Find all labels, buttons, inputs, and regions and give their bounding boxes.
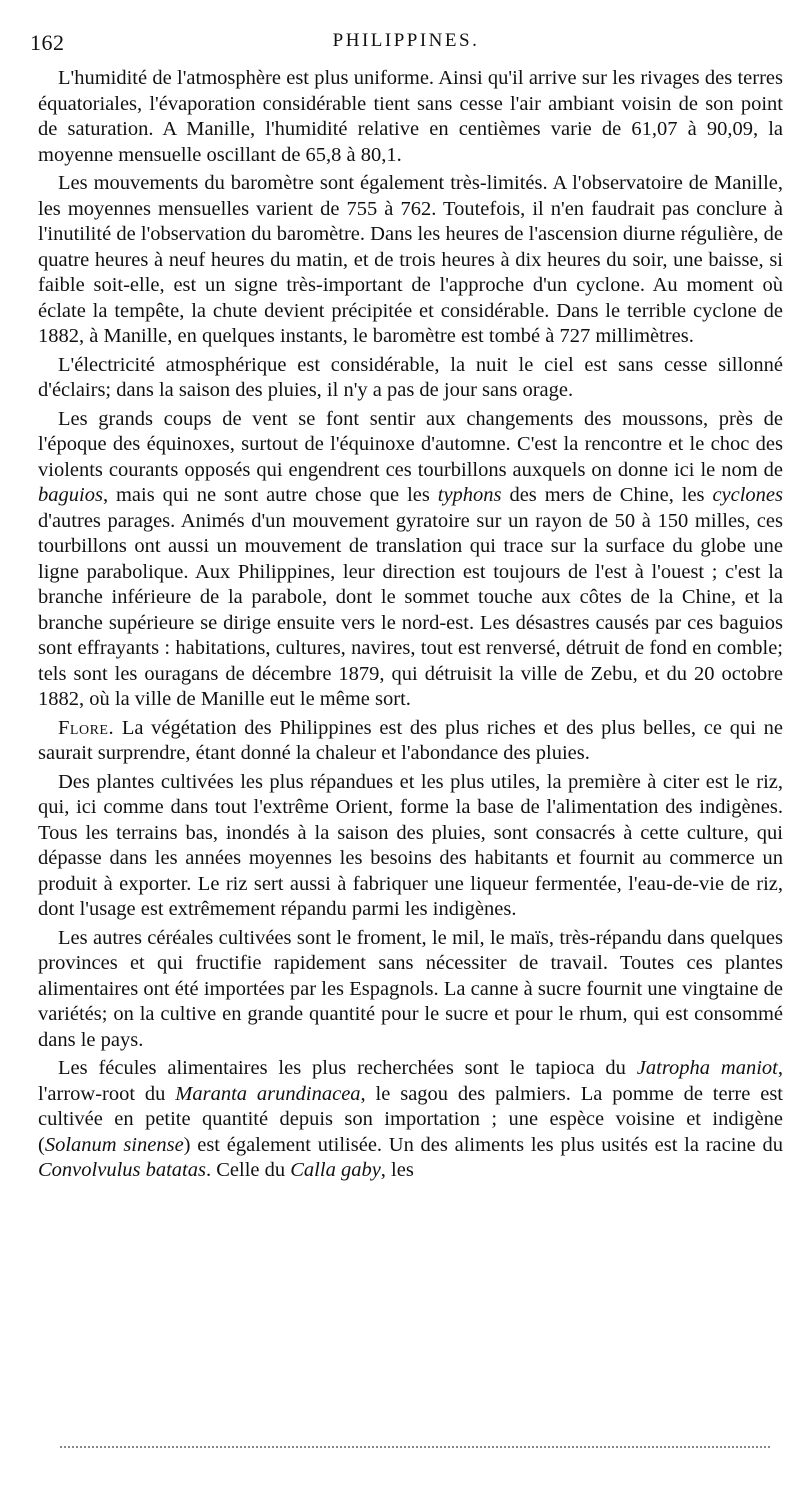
text-run: . Celle du — [205, 1159, 291, 1181]
paragraph-humidite: L'humidité de l'atmosphère est plus uniforme. Ainsi qu'il arrive sur les rivages des terres équatoriales, l'évaporation considérable tient sans cesse l'air ambiant voisin de son point de saturation. A Manille, l'humidité relative en centièmes varie de 61,07 à 90,09, la moyenne mensuelle oscillant de 65,8 à 80,1. — [38, 67, 783, 166]
text-run: La végétation des Philippines est des plus riches et des plus belles, ce qui ne saurait surprendre, étant donné la chaleur et l'abondance des pluies. — [38, 716, 783, 764]
paragraph-barometre: Les mouvements du baromètre sont également très-limités. A l'observatoire de Manille, les moyennes mensuelles varient de 755 à 762. Toutefois, il n'en faudrait pas conclure à l'inutilité de l'observation du baromètre. Dans les heures de l'ascension diurne régulière, de quatre heures à neuf heures du matin, et de trois heures à dix heures du soir, une baisse, si faible soit-elle, est un signe très-important de l'approche d'un cyclone. Au moment où éclate la tempête, la chute devient précipitée et considérable. Dans le terrible cyclone de 1882, à Manille, en quelques instants, le baromètre est tombé à 727 millimètres. — [38, 172, 783, 347]
paragraph-riz: Des plantes cultivées les plus répandues et les plus utiles, la première à citer est le riz, qui, ici comme dans tout l'extrême Orient, forme la base de l'alimentation des indigènes. Tous les terrains bas, inondés à la saison des pluies, sont consacrés à cette culture, qui dépasse dans les années moyennes les besoins des habitants et fournit au commerce un produit à exporter. Le riz sert aussi à fabriquer une liqueur fermentée, l'eau-de-vie de riz, dont l'usage est extrêmement répandu parmi les indigènes. — [38, 770, 783, 920]
term-typhons: typhons — [437, 484, 502, 506]
section-lead-flore: Flore. — [58, 716, 115, 739]
term-solanum-sinense: Solanum sinense — [44, 1133, 184, 1156]
page-number: 162 — [30, 30, 65, 55]
text-run: Les grands coups de vent se font sentir aux changements des moussons, près de l'époque des équinoxes, surtout de l'équinoxe d'automne. C'est la rencontre et le choc des violents courants opposés qui engendrent ces tourbillons auxquels on donne ici le nom de — [38, 407, 783, 481]
term-jatropha-maniot: Jatropha maniot — [636, 1057, 778, 1079]
footer-rule — [60, 1446, 770, 1448]
running-head — [30, 30, 782, 58]
term-maranta-arundinacea: Maranta arundinacea — [175, 1082, 361, 1105]
paragraph-vents — [38, 407, 783, 713]
text-run: ) est également utilisée. Un des aliments les plus usités est la racine du — [183, 1133, 783, 1156]
paragraph-fecules — [38, 1056, 783, 1184]
text-run: Les fécules alimentaires les plus recherchées sont le tapioca du — [58, 1057, 637, 1079]
paragraph-cereales: Les autres céréales cultivées sont le froment, le mil, le maïs, très-répandu dans quelques provinces et qui fructifie rapidement sans nécessiter de travail. Toutes ces plantes alimentaires ont été importées par les Espagnols. La canne à sucre fournit une vingtaine de variétés; on la cultive en grande quantité pour le sucre et pour le rhum, qui est consommé dans le pays. — [38, 926, 783, 1051]
term-baguios: baguios — [38, 484, 103, 506]
text-run: , les — [380, 1159, 414, 1181]
term-cyclones: cyclones — [712, 484, 784, 506]
body-text — [38, 66, 783, 1184]
text-run: d'autres parages. Animés d'un mouvement gyratoire sur un rayon de 50 à 150 milles, ces tourbillons ont aussi un mouvement de translation qui trace sur la surface du globe une ligne parabolique. Aux Philippines, leur direction est toujours de l'est à l'ouest ; c'est la branche inférieure de la parabole, dont le sommet touche aux côtes de la Chine, et la branche supérieure se dirige ensuite vers le nord-est. Les désastres causés par ces baguios sont effrayants : habitations, cultures, navires, tout est renversé, détruit de fond en comble; tels sont les ouragans de décembre 1879, qui détruisit la ville de Zebu, et du 20 octobre 1882, où la ville de Manille eut le même sort. — [38, 509, 783, 710]
paragraph-flore — [38, 716, 783, 767]
text-run: , l'arrow-root du — [38, 1057, 783, 1105]
text-run: , le sagou des palmiers. La pomme de terre est cultivée en petite quantité depuis son importation ; une espèce voisine et indigène ( — [38, 1082, 783, 1156]
term-calla-gaby: Calla gaby — [290, 1159, 381, 1181]
running-title: PHILIPPINES. — [332, 30, 480, 51]
text-run: , mais qui ne sont autre chose que les — [102, 484, 438, 506]
text-run: des mers de Chine, les — [501, 484, 713, 506]
paragraph-electricite: L'électricité atmosphérique est considérable, la nuit le ciel est sans cesse sillonné d'éclairs; dans la saison des pluies, il n'y a pas de jour sans orage. — [38, 353, 783, 401]
term-convolvulus-batatas: Convolvulus batatas — [38, 1159, 206, 1181]
